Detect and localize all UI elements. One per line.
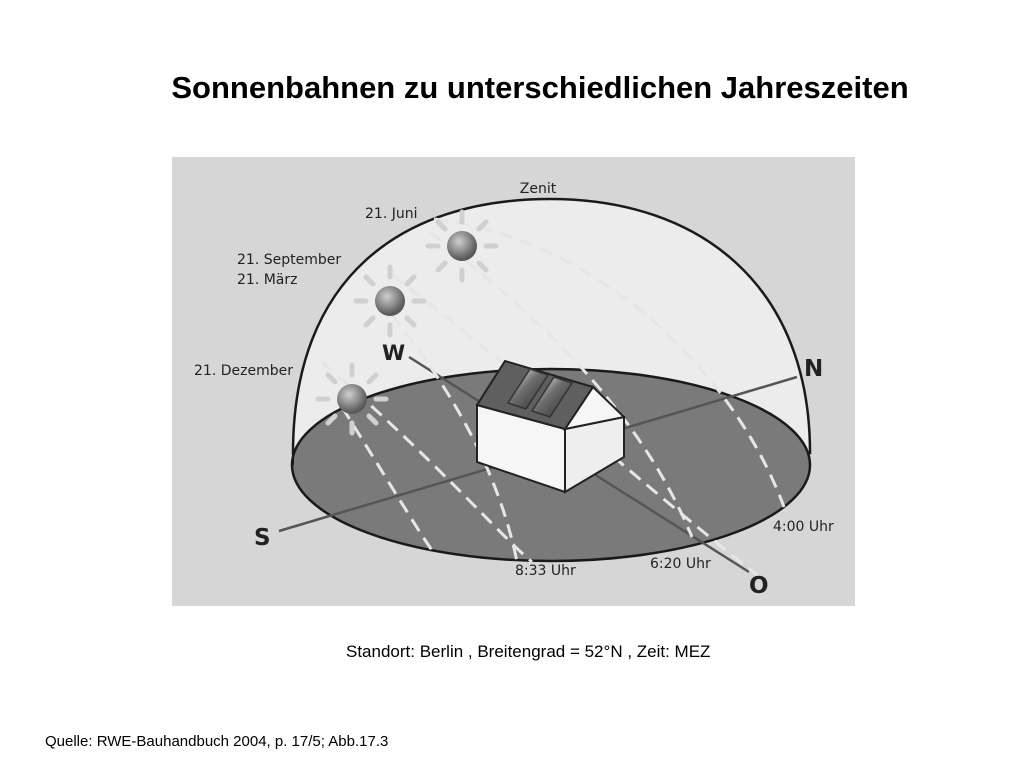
location-caption: Standort: Berlin , Breitengrad = 52°N , Zeit: MEZ: [346, 642, 711, 661]
time-label-december: 8:33 Uhr: [515, 563, 576, 579]
december-label: 21. Dezember: [194, 363, 293, 379]
time-label-june: 4:00 Uhr: [773, 519, 834, 535]
september-label: 21. September: [237, 252, 342, 268]
north-label: N: [804, 356, 824, 382]
sun-december: [318, 365, 386, 433]
sun-path-diagram: [172, 157, 855, 606]
sun-equinox: [356, 267, 424, 335]
march-label: 21. März: [237, 272, 298, 288]
slide-title: Sonnenbahnen zu unterschiedlichen Jahreszeiten: [171, 70, 909, 105]
west-label: W: [382, 341, 406, 365]
june-label: 21. Juni: [365, 206, 418, 222]
time-label-equinox: 6:20 Uhr: [650, 556, 711, 572]
east-label: O: [749, 573, 769, 599]
sun-june: [428, 212, 496, 280]
south-label: S: [254, 525, 271, 551]
zenith-label: Zenit: [519, 181, 557, 197]
source-note: Quelle: RWE-Bauhandbuch 2004, p. 17/5; Abb.17.3: [45, 733, 389, 750]
